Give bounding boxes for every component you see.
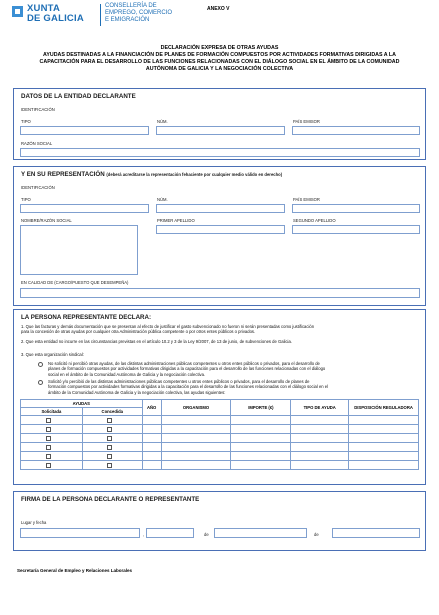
rep-country-field[interactable] [292,204,420,213]
month-field[interactable] [214,528,307,538]
apellido1-label: PRIMER APELLIDO [157,218,195,223]
section-signature [13,491,426,551]
section-entity-data [13,88,426,160]
option-not-requested-text: No solicitó ni percibió otras ayudas, de las distintas administraciones públicas competentes u otros entes públicos o privados, para el desarrollo de planes de formación compuestos por actividades formativas dirigidas a la capacitación para el desarrollo de las funciones relacionadas con el diálogo social en el ámbito de la Comunidad Autónoma de Galicia y la negociación colectiva. [48,361,326,377]
aid-table-cell[interactable] [231,452,291,461]
aid-table-cell[interactable] [161,434,231,443]
aid-table-cell[interactable] [161,461,231,470]
razon-social-label: RAZÓN SOCIAL [21,141,53,146]
lugar-fecha-label: Lugar y fecha [21,520,47,525]
tipo-label: TIPO [21,197,31,202]
solicitada-cell [21,443,83,452]
logo-divider [100,4,101,26]
concedida-checkbox[interactable] [107,445,112,450]
date-separator: , [143,532,145,537]
section-heading-note: (deberá acreditarse la representación fehaciente por cualquier medio válido en derecho) [106,172,283,177]
de-label-1: de [204,532,209,537]
col-header-disposicion: DISPOSICIÓN REGULADORA [349,400,419,416]
entity-country-field[interactable] [292,126,420,135]
col-header-organismo: ORGANISMO [161,400,231,416]
section-declaration [13,309,426,485]
table-row [21,425,419,434]
aid-table-cell[interactable] [291,425,349,434]
place-field[interactable] [20,528,140,538]
aid-table-cell[interactable] [349,434,419,443]
document-title: DECLARACIÓN EXPRESA DE OTRAS AYUDAS AYUDAS DESTINADAS A LA FINANCIACIÓN DE PLANES DE FORMACIÓN COMPUESTOS POR ACTIVIDADES FORMATIVAS DIRIGIDAS A LA CAPACITACIÓN PARA EL DESARROLLO DE LAS FUNCIONES RELACIONADAS CON EL DIÁLOGO SOCIAL EN EL ÁMBITO DE LA COMUNIDAD AUTÓNOMA DE GALICIA Y LA NEGOCIACIÓN COLECTIVA [39,45,400,72]
col-header-concedida: Concedida [82,408,142,416]
rep-surname2-field[interactable] [292,225,420,234]
concedida-checkbox[interactable] [107,454,112,459]
option-not-requested-radio[interactable] [38,362,43,367]
col-header-tipo: TIPO DE AYUDA [291,400,349,416]
concedida-checkbox[interactable] [107,427,112,432]
concedida-cell [82,461,142,470]
col-header-ayudas: AYUDAS [21,400,143,408]
pais-label: PAÍS EMISOR [293,197,320,202]
solicitada-checkbox[interactable] [46,427,51,432]
aid-table-cell[interactable] [349,461,419,470]
entity-id-number-field[interactable] [156,126,285,135]
aid-table-cell[interactable] [161,416,231,425]
de-label-2: de [314,532,319,537]
aid-table-cell[interactable] [231,434,291,443]
col-header-solicitada: Solicitada [21,408,83,416]
concedida-cell [82,452,142,461]
aid-table-cell[interactable] [142,443,161,452]
concedida-checkbox[interactable] [107,463,112,468]
concedida-checkbox[interactable] [107,418,112,423]
aid-table-cell[interactable] [142,416,161,425]
concedida-cell [82,425,142,434]
table-row [21,434,419,443]
solicitada-cell [21,425,83,434]
logo-line-1: XUNTA [27,3,61,14]
pais-label: PAÍS EMISOR [293,119,320,124]
solicitada-checkbox[interactable] [46,436,51,441]
aid-table [20,399,419,470]
aid-table-cell[interactable] [142,461,161,470]
option-requested-text: Solicitó y/o percibió de las distintas administraciones públicas competentes u otros entes públicos o privados, para el desarrollo de planes de formación compuestos por actividades formativas dirigidas a la capacitación para el desarrollo de las funciones relacionadas con el diálogo social en el ámbito de la Comunidad Autónoma de Galicia y la negociación colectiva, las ayudas siguientes: [48,379,329,395]
solicitada-cell [21,434,83,443]
xunta-logo [12,4,105,28]
aid-table-cell[interactable] [231,443,291,452]
department-name: CONSELLERÍA DE EMPREGO, COMERCIO E EMIGRACIÓN [105,3,173,23]
tipo-label: TIPO [21,119,31,124]
aid-table-cell[interactable] [161,425,231,434]
num-label: NÚM. [157,119,168,124]
aid-table-cell[interactable] [291,443,349,452]
aid-table-cell[interactable] [231,461,291,470]
apellido2-label: SEGUNDO APELLIDO [293,218,336,223]
solicitada-checkbox[interactable] [46,418,51,423]
aid-table-cell[interactable] [349,416,419,425]
solicitada-cell [21,452,83,461]
section-representative [13,166,426,306]
concedida-cell [82,416,142,425]
nombre-label: NOMBRE/RAZÓN SOCIAL [21,218,72,223]
section-heading: LA PERSONA REPRESENTANTE DECLARA: [21,314,152,321]
concedida-cell [82,443,142,452]
aid-table-cell[interactable] [291,452,349,461]
declaration-item-2: 2. Que esta entidad no incurre en las circunstancias previstas en el artículo 10.2 y 3 de la Ley 9/2007, de 13 de junio, de subvenciones de Galicia. [21,339,292,344]
rep-name-field[interactable] [20,225,138,275]
table-row [21,461,419,470]
entity-id-type-field[interactable] [20,126,149,135]
rep-id-number-field[interactable] [156,204,285,213]
identification-label: IDENTIFICACIÓN [21,185,55,190]
col-header-anio: AÑO [142,400,161,416]
table-row [21,452,419,461]
table-header-row [21,400,419,408]
aid-table-cell[interactable] [231,416,291,425]
aid-table-cell[interactable] [291,434,349,443]
year-field[interactable] [332,528,420,538]
logo-line-2: DE GALICIA [27,13,84,24]
xunta-emblem-icon [12,6,23,17]
aid-table-cell[interactable] [161,452,231,461]
solicitada-cell [21,416,83,425]
table-row [21,443,419,452]
identification-label: IDENTIFICACIÓN [21,107,55,112]
declaration-item-3: 3. Que esta organización sindical: [21,352,84,357]
solicitada-checkbox[interactable] [46,445,51,450]
col-header-importe: IMPORTE (€) [231,400,291,416]
aid-table-cell[interactable] [349,452,419,461]
aid-table-cell[interactable] [161,443,231,452]
aid-table-cell[interactable] [291,461,349,470]
aid-table-cell[interactable] [349,443,419,452]
section-heading: FIRMA DE LA PERSONA DECLARANTE O REPRESENTANTE [21,496,200,503]
solicitada-cell [21,461,83,470]
annex-label: ANEXO V [207,6,230,12]
section-heading: DATOS DE LA ENTIDAD DECLARANTE [21,93,136,100]
option-requested-radio[interactable] [38,380,43,385]
entity-name-field[interactable] [20,148,420,157]
concedida-cell [82,434,142,443]
day-field[interactable] [146,528,194,538]
section-heading: Y EN SU REPRESENTACIÓN [21,171,105,178]
aid-table-cell[interactable] [142,425,161,434]
rep-surname1-field[interactable] [156,225,285,234]
calidad-label: EN CALIDAD DE (CARGO/PUESTO QUE DESEMPEÑA) [21,280,129,285]
solicitada-checkbox[interactable] [46,463,51,468]
table-row [21,416,419,425]
concedida-checkbox[interactable] [107,436,112,441]
solicitada-checkbox[interactable] [46,454,51,459]
rep-position-field[interactable] [20,288,420,298]
aid-table-cell[interactable] [142,434,161,443]
rep-id-type-field[interactable] [20,204,149,213]
declaration-item-1: 1. Que las facturas y demás documentación que se presentan al efecto de justificar el gasto subvencionado no fueron ni serán presentadas como justificación para la concesión de otras ayudas por cualquier otra Administración pública competente o por otros entes públicos o privados. [21,324,315,335]
num-label: NÚM. [157,197,168,202]
aid-table-cell[interactable] [349,425,419,434]
footer-org-name: Secretaría General de Empleo y Relaciones Laborales [17,568,133,573]
aid-table-cell[interactable] [291,416,349,425]
aid-table-cell[interactable] [142,452,161,461]
aid-table-cell[interactable] [231,425,291,434]
